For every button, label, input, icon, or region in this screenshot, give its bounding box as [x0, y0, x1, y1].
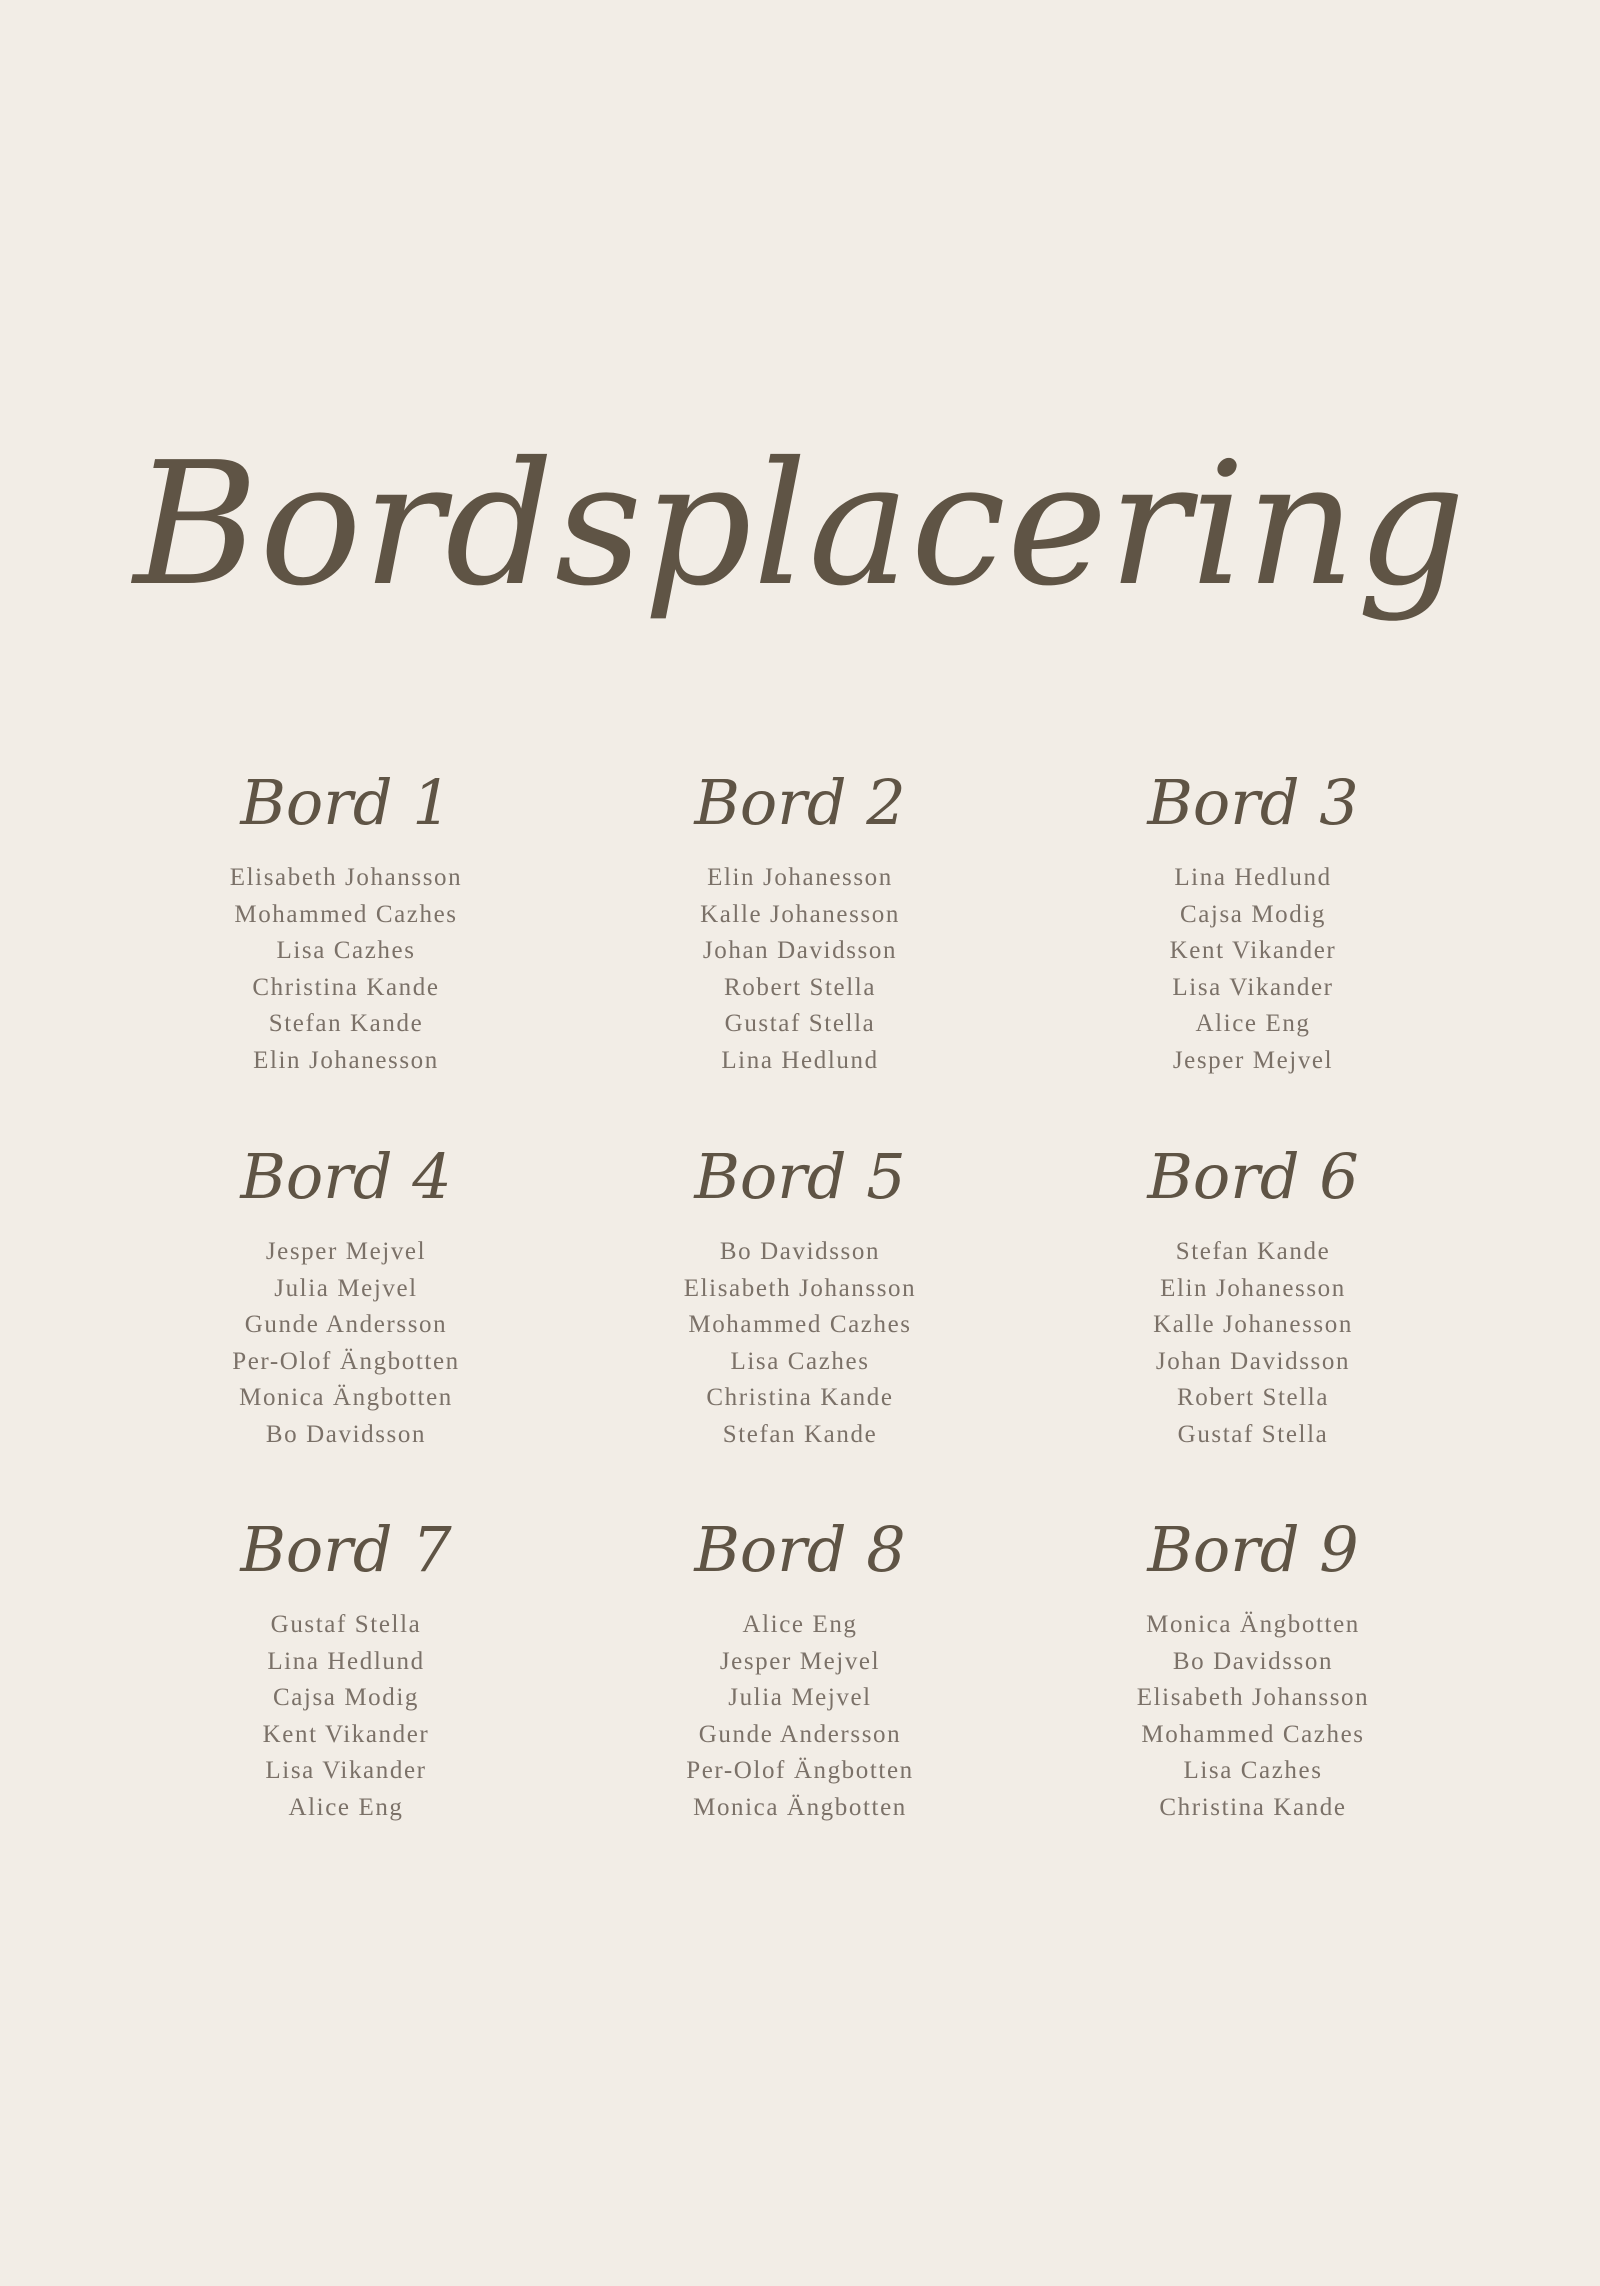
table-block-7	[126, 1513, 566, 1826]
guest-name: Kalle Johanesson	[1153, 1311, 1353, 1338]
table-heading: Bord 1	[240, 766, 452, 839]
guest-list	[580, 1607, 1020, 1826]
guest-name: Julia Mejvel	[274, 1274, 418, 1302]
guest-name: Julia Mejvel	[728, 1684, 872, 1711]
guest-name: Lisa Cazhes	[730, 1347, 870, 1375]
guest-name: Gustaf Stella	[270, 1611, 422, 1638]
page-title: Bordsplacering	[133, 426, 1467, 624]
table-heading: Bord 9	[1147, 1513, 1359, 1586]
guest-name: Gustaf Stella	[724, 1010, 876, 1037]
guest-name: Lina Hedlund	[1174, 864, 1332, 891]
table-block-5	[580, 1140, 1020, 1453]
table-block-1	[126, 766, 566, 1079]
guest-list	[580, 1234, 1020, 1453]
guest-name: Jesper Mejvel	[719, 1647, 881, 1675]
guest-name: Lisa Vikander	[265, 1757, 427, 1784]
guest-name: Mohammed Cazhes	[688, 1311, 912, 1338]
table-heading: Bord 6	[1147, 1140, 1359, 1213]
guest-name: Bo Davidsson	[1172, 1647, 1334, 1675]
table-heading: Bord 2	[694, 766, 906, 839]
guest-name: Christina Kande	[1159, 1793, 1347, 1821]
table-block-2	[580, 766, 1020, 1079]
table-heading: Bord 4	[240, 1140, 452, 1213]
table-block-4	[126, 1140, 566, 1453]
guest-name: Bo Davidsson	[265, 1420, 427, 1448]
table-block-9	[1033, 1513, 1473, 1826]
guest-name: Monica Ängbotten	[239, 1384, 453, 1411]
guest-name: Mohammed Cazhes	[1141, 1720, 1365, 1748]
guest-name: Elisabeth Johansson	[683, 1274, 917, 1302]
guest-name: Lisa Vikander	[1172, 973, 1334, 1001]
guest-name: Alice Eng	[742, 1611, 858, 1638]
guest-name: Kent Vikander	[1169, 937, 1337, 964]
guest-name: Bo Davidsson	[719, 1238, 881, 1265]
guest-name: Stefan Kande	[268, 1010, 424, 1037]
guest-list	[1033, 860, 1473, 1079]
guest-list	[1033, 1234, 1473, 1453]
guest-name: Mohammed Cazhes	[234, 900, 458, 928]
table-heading: Bord 5	[694, 1140, 906, 1213]
guest-name: Monica Ängbotten	[693, 1793, 907, 1821]
table-block-3	[1033, 766, 1473, 1079]
guest-name: Per-Olof Ängbotten	[232, 1347, 460, 1375]
guest-name: Alice Eng	[1195, 1010, 1311, 1037]
guest-name: Lisa Cazhes	[1183, 1757, 1323, 1784]
guest-list	[126, 1234, 566, 1453]
guest-name: Monica Ängbotten	[1146, 1611, 1360, 1638]
table-block-6	[1033, 1140, 1473, 1453]
guest-name: Elisabeth Johansson	[229, 864, 463, 891]
guest-name: Johan Davidsson	[1155, 1347, 1351, 1375]
guest-name: Alice Eng	[288, 1793, 404, 1821]
table-block-8	[580, 1513, 1020, 1826]
guest-name: Cajsa Modig	[1179, 900, 1327, 928]
guest-list	[1033, 1607, 1473, 1826]
guest-list	[126, 1607, 566, 1826]
guest-name: Stefan Kande	[1175, 1238, 1331, 1265]
guest-name: Elin Johanesson	[1160, 1274, 1346, 1302]
guest-name: Stefan Kande	[722, 1420, 878, 1448]
table-heading: Bord 3	[1147, 766, 1359, 839]
guest-list	[126, 860, 566, 1079]
guest-name: Christina Kande	[706, 1384, 894, 1411]
guest-name: Gustaf Stella	[1177, 1420, 1329, 1448]
guest-name: Lisa Cazhes	[276, 937, 416, 964]
guest-name: Gunde Andersson	[244, 1311, 448, 1338]
guest-name: Gunde Andersson	[698, 1720, 902, 1748]
guest-name: Elin Johanesson	[707, 864, 893, 891]
guest-name: Robert Stella	[1176, 1384, 1330, 1411]
guest-name: Jesper Mejvel	[265, 1238, 427, 1265]
guest-name: Cajsa Modig	[272, 1684, 420, 1711]
guest-name: Christina Kande	[252, 973, 440, 1001]
guest-name: Jesper Mejvel	[1172, 1046, 1334, 1074]
guest-name: Johan Davidsson	[702, 937, 898, 964]
guest-name: Robert Stella	[723, 973, 877, 1001]
guest-list	[580, 860, 1020, 1079]
guest-name: Lina Hedlund	[721, 1046, 879, 1074]
guest-name: Elisabeth Johansson	[1136, 1684, 1370, 1711]
guest-name: Kalle Johanesson	[700, 900, 900, 928]
guest-name: Lina Hedlund	[267, 1647, 425, 1675]
table-heading: Bord 7	[240, 1513, 452, 1586]
guest-name: Kent Vikander	[262, 1720, 430, 1748]
guest-name: Elin Johanesson	[253, 1046, 439, 1074]
table-heading: Bord 8	[694, 1513, 906, 1586]
guest-name: Per-Olof Ängbotten	[686, 1757, 914, 1784]
